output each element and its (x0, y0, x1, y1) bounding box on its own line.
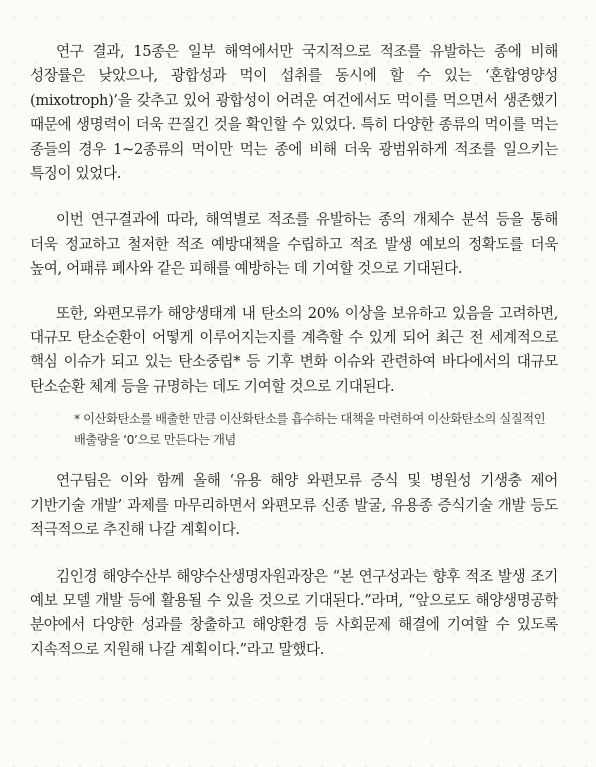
paragraph-carbon-cycle: 또한, 와편모류가 해양생태계 내 탄소의 20% 이상을 보유하고 있음을 고려하면, 대규모 탄소순환이 어떻게 이루어지는지를 계측할 수 있게 되어 최근 전 세계적으로 핵심 이슈가 되고 있는 탄소중립* 등 기후 변화 이슈와 관련하여 바다에서의 대규모 탄소순환 체계 등을 규명하는 데도 기여할 것으로 기대된다. (30, 304, 558, 395)
paragraph-research-results: 연구 결과, 15종은 일부 해역에서만 국지적으로 적조를 유발하는 종에 비해 성장률은 낮았으나, 광합성과 먹이 섭취를 동시에 할 수 있는 ‘혼합영양성(mixotroph)’을 갖추고 있어 광합성이 어려운 여건에서도 먹이를 먹으면서 생존했기 때문에 생명력이 더욱 끈질긴 것을 확인할 수 있었다. 특히 다양한 종류의 먹이를 먹는 종들의 경우 1~2종류의 먹이만 먹는 종에 비해 더욱 광범위하게 적조를 일으키는 특징이 있었다. (30, 43, 558, 183)
document-body (30, 40, 558, 684)
footnote-carbon-neutrality: * 이산화탄소를 배출한 만큼 이산화탄소를 흡수하는 대책을 마련하여 이산화탄소의 실질적인 배출량을 ‘0’으로 만든다는 개념 (74, 412, 546, 448)
paragraph-research-team-plan: 연구팀은 이와 함께 올해 ‘유용 해양 와편모류 증식 및 병원성 기생충 제어 기반기술 개발’ 과제를 마무리하면서 와편모류 신종 발굴, 유용종 증식기술 개발 등도 적극적으로 추진해 나갈 계획이다. (30, 472, 558, 539)
paragraph-official-quote: 김인경 해양수산부 해양수산생명자원과장은 “본 연구성과는 향후 적조 발생 조기 예보 모델 개발 등에 활용될 수 있을 것으로 기대된다.”라며, “앞으로도 해양생명공학 분야에서 다양한 성과를 창출하고 해양환경 등 사회문제 해결에 기여할 수 있도록 지속적으로 지원해 나갈 계획이다.”라고 말했다. (30, 567, 558, 658)
paragraph-prevention-outlook: 이번 연구결과에 따라, 해역별로 적조를 유발하는 종의 개체수 분석 등을 통해 더욱 정교하고 철저한 적조 예방대책을 수립하고 적조 발생 예보의 정확도를 더욱 높여, 어패류 폐사와 같은 피해를 예방하는 데 기여할 것으로 기대된다. (30, 211, 558, 278)
